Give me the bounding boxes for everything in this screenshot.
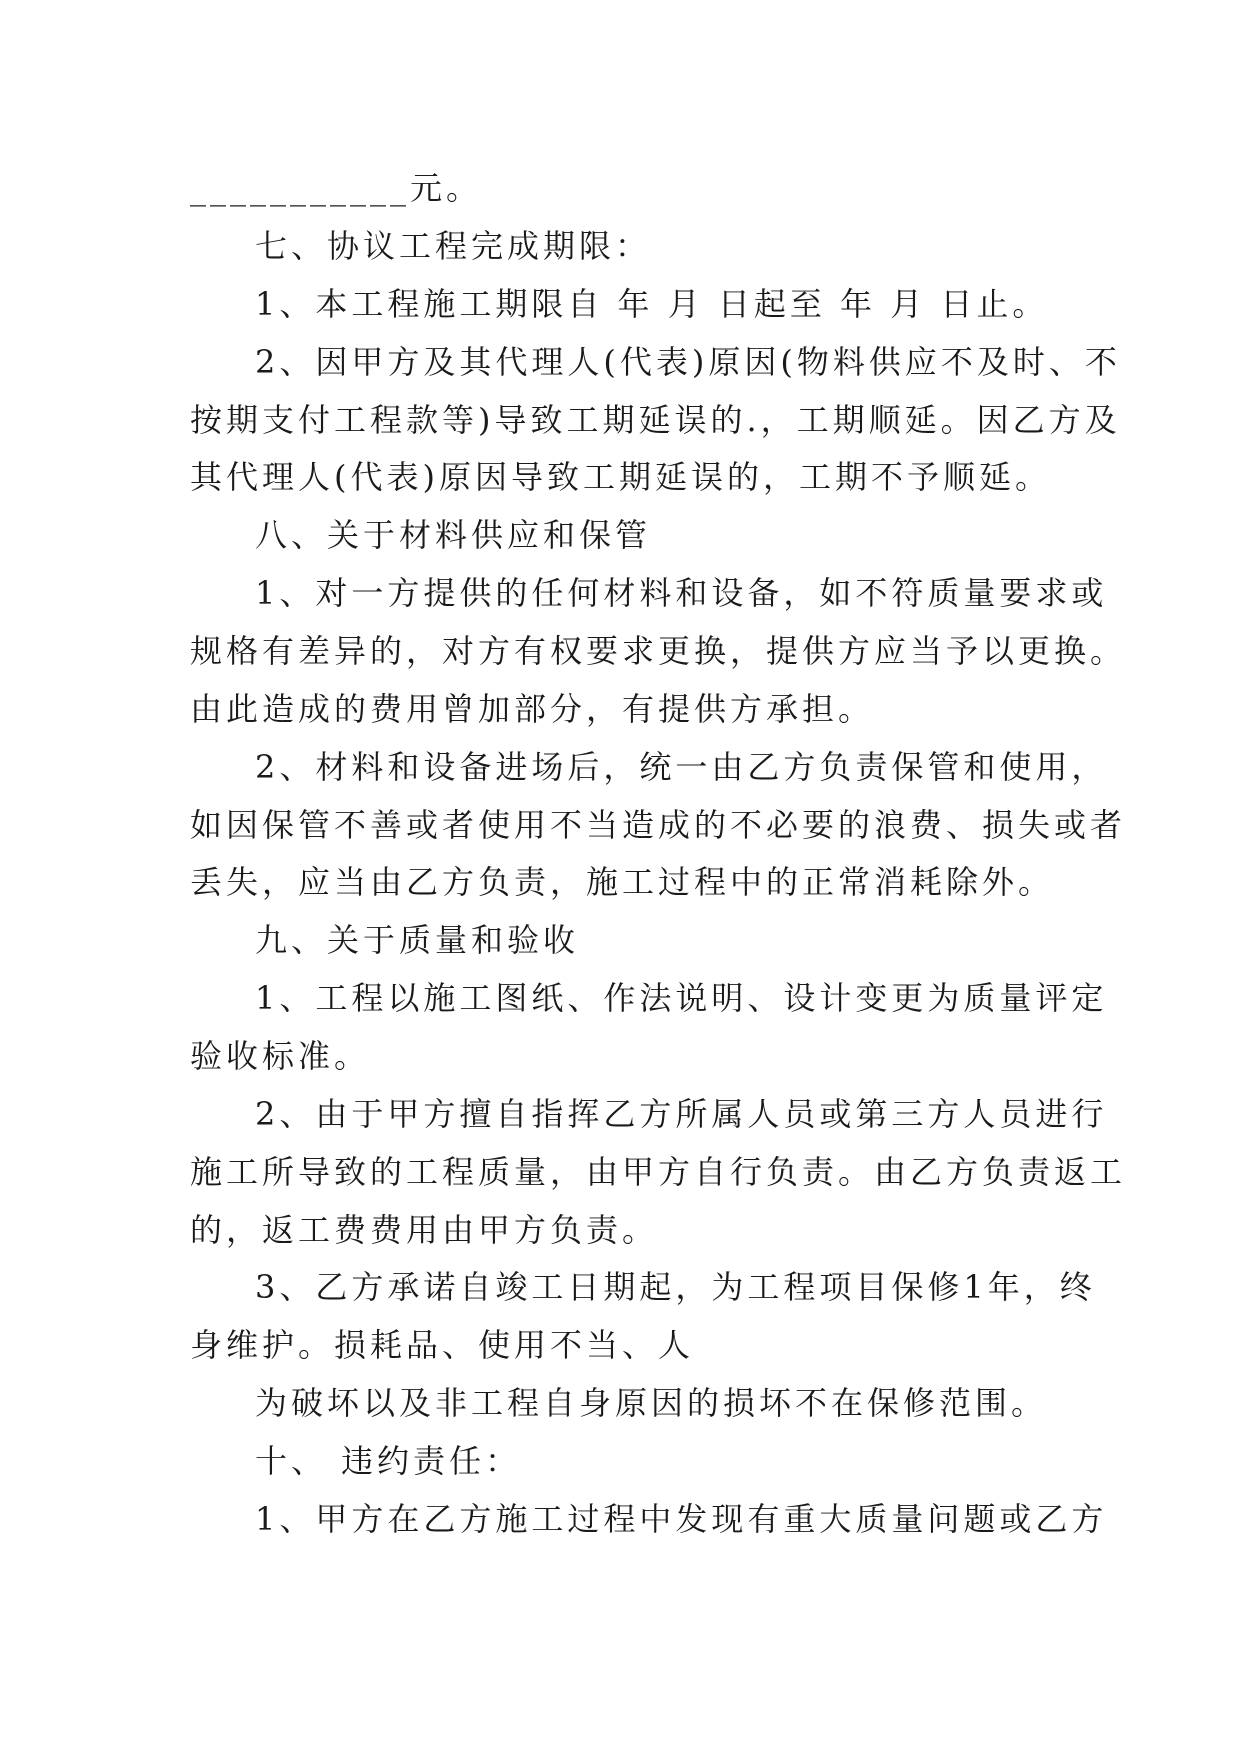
text-line: 为破坏以及非工程自身原因的损坏不在保修范围。	[255, 1384, 1048, 1422]
text-line: 的，返工费费用由甲方负责。	[190, 1211, 659, 1249]
text-line: ___________元。	[190, 169, 483, 207]
text-line: 如因保管不善或者使用不当造成的不必要的浪费、损失或者	[190, 806, 1127, 844]
text-line: 2、由于甲方擅自指挥乙方所属人员或第三方人员进行	[255, 1095, 1108, 1133]
text-line: 2、因甲方及其代理人(代表)原因(物料供应不及时、不	[255, 343, 1121, 381]
section-heading: 八、关于材料供应和保管	[255, 516, 652, 554]
text-line: 1、工程以施工图纸、作法说明、设计变更为质量评定	[255, 979, 1108, 1017]
text-line: 身维护。损耗品、使用不当、人	[190, 1326, 695, 1364]
text-line: 验收标准。	[190, 1037, 371, 1075]
text-line: 按期支付工程款等)导致工期延误的.，工期顺延。因乙方及	[190, 401, 1121, 439]
text-line: 1、甲方在乙方施工过程中发现有重大质量问题或乙方	[255, 1500, 1108, 1538]
section-heading: 十、 违约责任：	[255, 1442, 522, 1480]
text-line: 1、对一方提供的任何材料和设备，如不符质量要求或	[255, 574, 1108, 612]
text-line: 施工所导致的工程质量，由甲方自行负责。由乙方负责返工	[190, 1153, 1127, 1191]
text-line: 其代理人(代表)原因导致工期延误的，工期不予顺延。	[190, 458, 1051, 496]
text-line: 1、本工程施工期限自 年 月 日起至 年 月 日止。	[255, 285, 1049, 323]
text-line: 2、材料和设备进场后，统一由乙方负责保管和使用，	[255, 748, 1108, 786]
text-line: 由此造成的费用曾加部分，有提供方承担。	[190, 690, 875, 728]
text-line: 3、乙方承诺自竣工日期起，为工程项目保修1年，终	[255, 1268, 1096, 1306]
text-line: 规格有差异的，对方有权要求更换，提供方应当予以更换。	[190, 632, 1127, 670]
section-heading: 九、关于质量和验收	[255, 921, 580, 959]
text-line: 丢失，应当由乙方负责，施工过程中的正常消耗除外。	[190, 863, 1055, 901]
section-heading: 七、协议工程完成期限：	[255, 227, 652, 265]
